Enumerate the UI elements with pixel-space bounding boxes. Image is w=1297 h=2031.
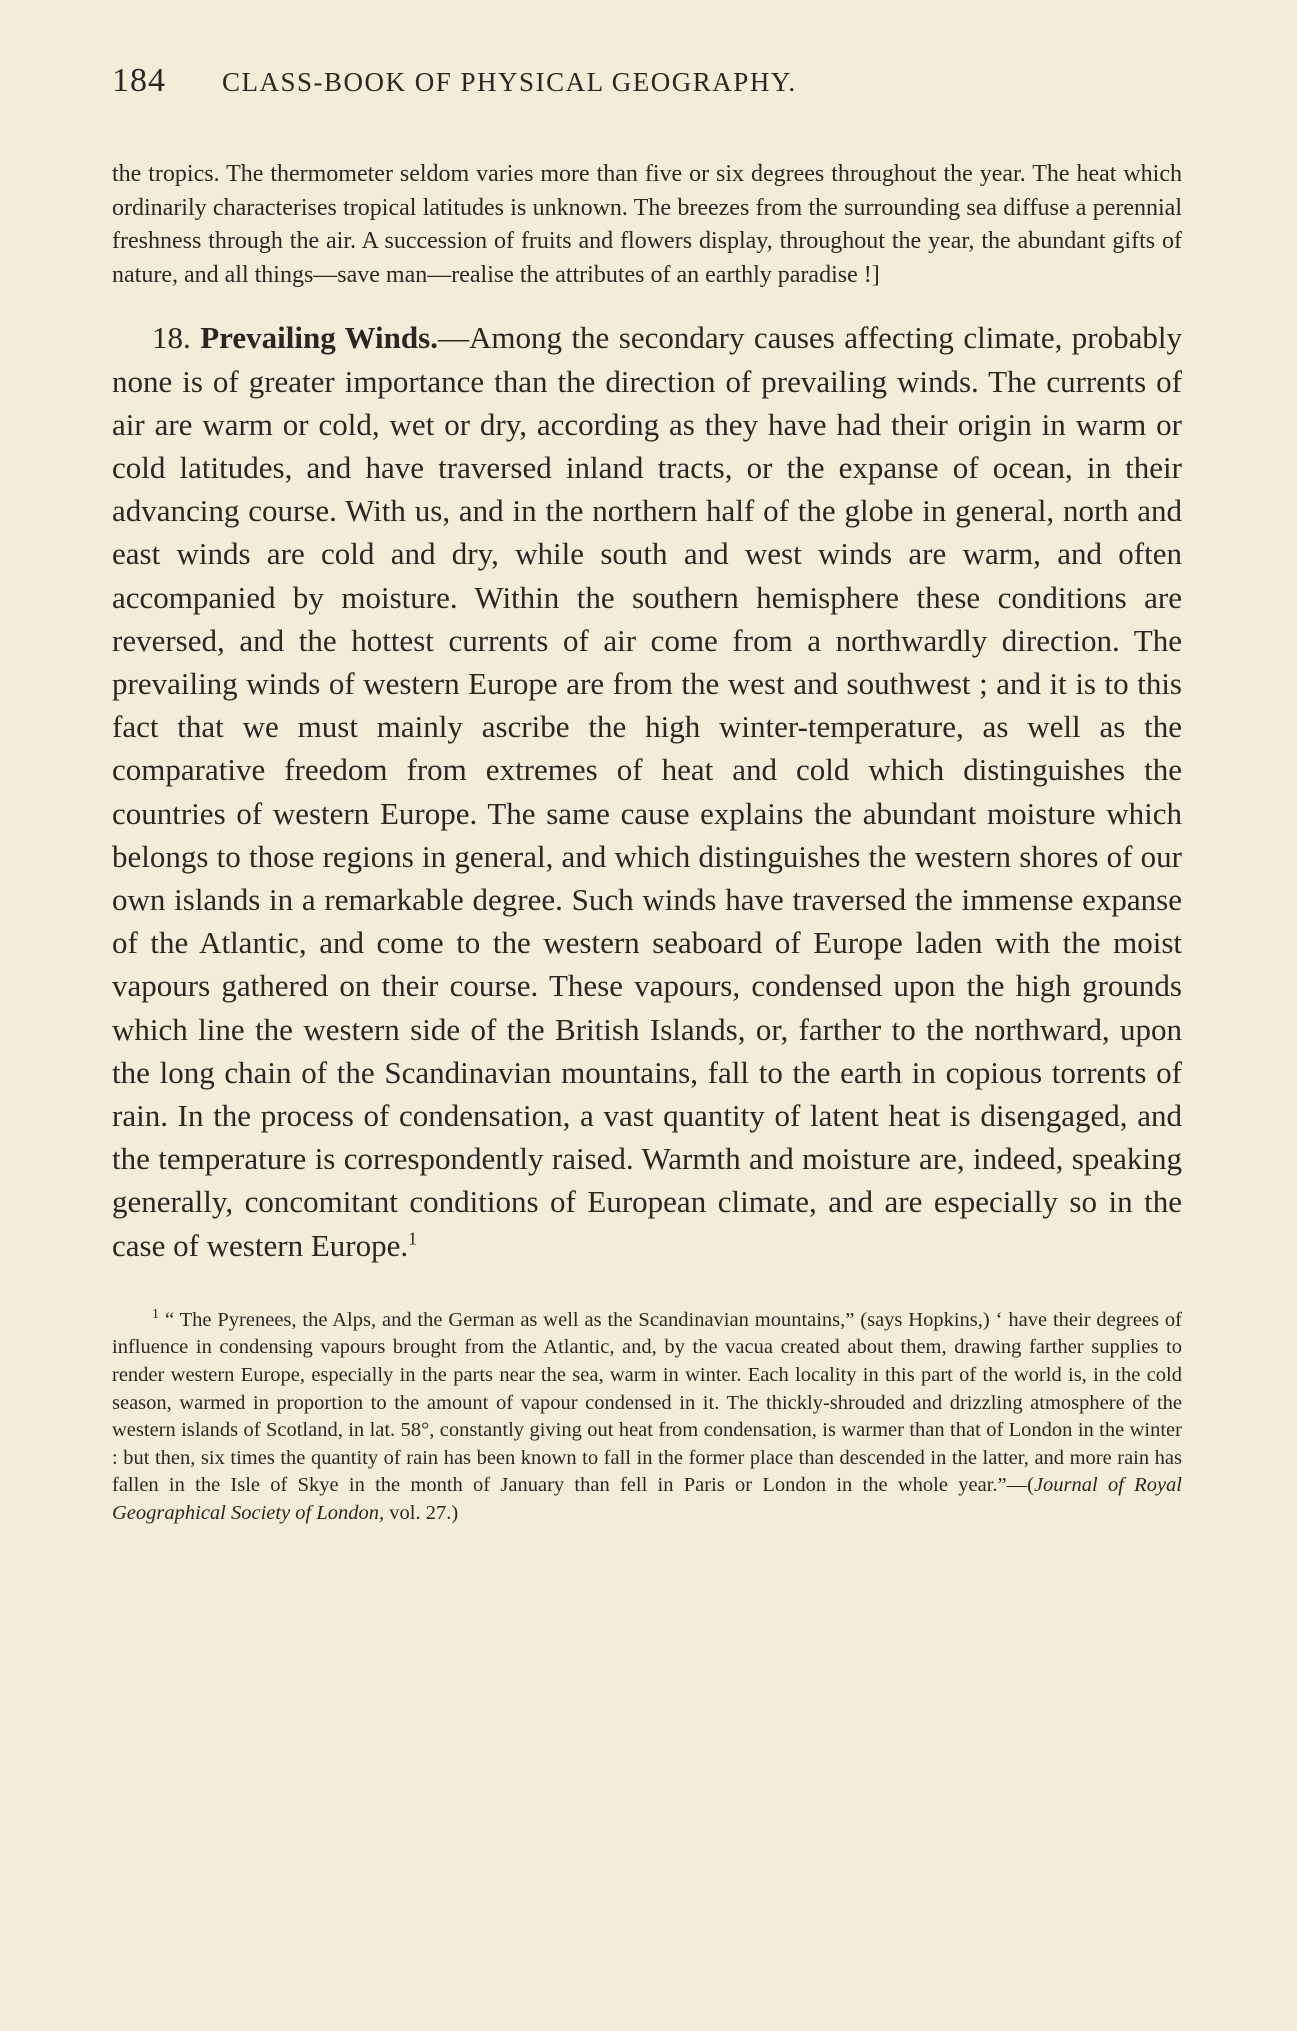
footnote-text: “ The Pyrenees, the Alps, and the German as well as the Scandinavian mountains,” (says Hopkins,) ‘ have their degrees of influence in condensing vapours brought from the Atlantic, and, by the vacua created about them, drawing farther supplies to render western Europe, especially in the parts near the sea, warm in winter. Each locality in this part of the world is, in the cold season, warmed in proportion to the amount of vapour condensed in it. The thickly-shrouded and drizzling atmosphere of the western islands of Scotland, in lat. 58°, constantly giving out heat from condensation, is warmer than that of London in the winter : but then, six times the quantity of rain has been known to fall in the former place than descended in the latter, and more rain has fallen in the Isle of Skye in the month of January than fell in Paris or London in the whole year.”—( (112, 1308, 1182, 1497)
running-head (112, 62, 1182, 108)
footnote (112, 1307, 1182, 1528)
footnote-source: Journal of Royal Geographical Society of London, (112, 1474, 1182, 1524)
footnote-mark: 1 (152, 1307, 159, 1323)
footnote-source-end: vol. 27.) (384, 1502, 459, 1524)
footnote-reference: 1 (408, 1228, 418, 1249)
section-paragraph (112, 316, 1182, 1266)
running-title: CLASS-BOOK OF PHYSICAL GEOGRAPHY. (222, 67, 797, 97)
intro-paragraph: the tropics. The thermometer seldom varies more than five or six degrees throughout the year. The heat which ordinarily characterises tropical latitudes is unknown. The breezes from the surrounding sea diffuse a perennial freshness through the air. A succession of fruits and flowers display, throughout the year, the abundant gifts of nature, and all things—save man—realise the attributes of an earthly paradise !] (112, 161, 1182, 288)
page-number: 184 (112, 62, 166, 99)
section-title: Prevailing Winds. (200, 320, 438, 356)
section-body: —Among the secondary causes affecting climate, probably none is of greater importance than the direction of prevailing winds. The currents of air are warm or cold, wet or dry, according as they have had their origin in warm or cold latitudes, and have traversed inland tracts, or the expanse of ocean, in their advancing course. With us, and in the northern half of the globe in general, north and east winds are cold and dry, while south and west winds are warm, and often accompanied by moisture. Within the southern hemisphere these conditions are reversed, and the hottest currents of air come from a northwardly direction. The prevailing winds of western Europe are from the west and southwest ; and it is to this fact that we must mainly ascribe the high winter-temperature, as well as the comparative freedom from extremes of heat and cold which distinguishes the countries of western Europe. The same cause explains the abundant moisture which belongs to those regions in general, and which distinguishes the western shores of our own islands in a remarkable degree. Such winds have traversed the immense expanse of the Atlantic, and come to the western seaboard of Europe laden with the moist vapours gathered on their course. These vapours, condensed upon the high grounds which line the western side of the British Islands, or, farther to the northward, upon the long chain of the Scandinavian mountains, fall to the earth in copious torrents of rain. In the process of condensation, a vast quantity of latent heat is disengaged, and the temperature is correspondently raised. Warmth and moisture are, indeed, speaking generally, concomitant conditions of European climate, and are especially so in the case of western Europe. (112, 320, 1182, 1263)
section-number: 18. (152, 320, 191, 356)
book-page (112, 62, 1182, 1528)
